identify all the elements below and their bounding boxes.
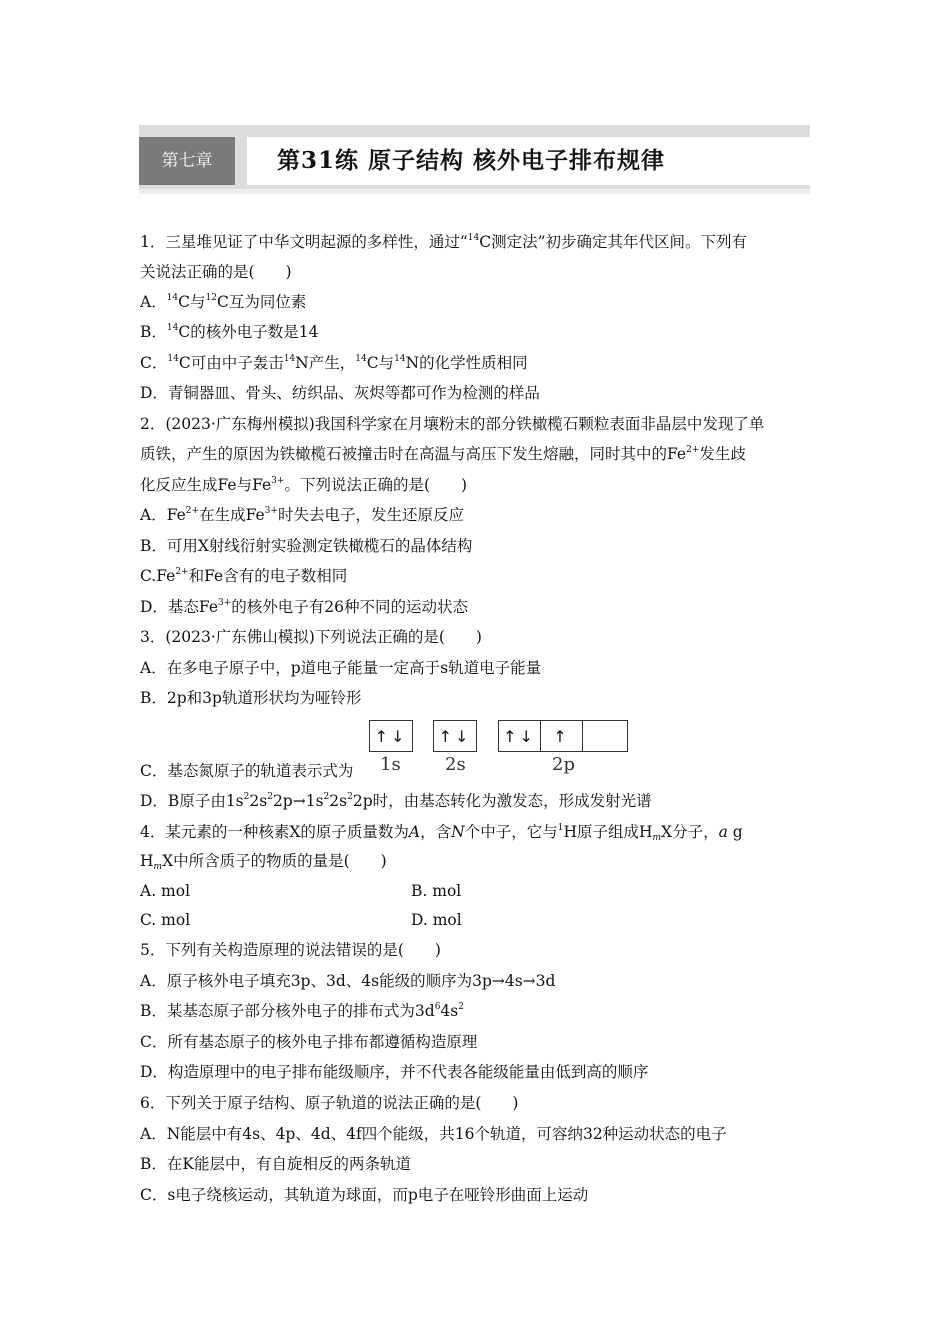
orbital-cell: ↑↓	[374, 726, 408, 746]
q3-option-d: D．B原子由$1s^22s^22p\to 1s^22s^22p$时，由基态转化为激发态，形成发射光谱	[140, 792, 652, 810]
q3-option-b: B．2p和3p轨道形状均为哑铃形	[140, 689, 362, 707]
q6-option-a: A．N能层中有4s、4p、4d、4f四个能级，共16个轨道，可容纳32种运动状态的电子	[140, 1125, 727, 1143]
q5-option-a: A．原子核外电子填充3p、3d、4s能级的顺序为3p→4s→3d	[140, 972, 556, 990]
chapter-label: 第七章	[139, 137, 235, 185]
q5-option-b: B．某基态原子部分核外电子的排布式为$3d^64s^2$	[140, 1002, 464, 1020]
q1-option-d: D．青铜器皿、骨头、纺织品、灰烬等都可作为检测的样品	[140, 384, 540, 402]
q4-option-a: A. mol	[140, 882, 191, 900]
q4-stem-line1: 4．某元素的一种核素X的原子质量数为A，含N个中子，它与$^1$H原子组成$H_mX$分子，a g	[140, 823, 743, 843]
q1-option-c: C．$^{14}$C可由中子轰击$^{14}$N产生，$^{14}$C与$^{14}$N的化学性质相同	[140, 354, 528, 372]
orbital-cell: ↑↓	[438, 726, 472, 746]
q1-stem-line2: 关说法正确的是( )	[140, 263, 292, 281]
q3-stem: 3．(2023·广东佛山模拟)下列说法正确的是( )	[140, 628, 482, 646]
q6-option-b: B．在K能层中，有自旋相反的两条轨道	[140, 1155, 411, 1173]
q4-option-d: D. mol	[411, 911, 462, 929]
orbital-box-2s	[433, 720, 477, 752]
q2-stem-line2: 质铁，产生的原因为铁橄榄石被撞击时在高温与高压下发生熔融，同时其中的$Fe^{2+}$发生歧	[140, 445, 746, 463]
q1-stem-line1: 1．三星堆见证了中华文明起源的多样性，通过“$^{14}$C测定法”初步确定其年代区间。下列有	[140, 233, 748, 251]
q1-option-a: A．$^{14}$C与$^{12}$C互为同位素	[140, 293, 307, 311]
page-title: 第31练 原子结构 核外电子排布规律	[277, 147, 666, 174]
q3-option-c: C．基态氮原子的轨道表示式为	[140, 762, 354, 780]
q6-stem: 6．下列关于原子结构、原子轨道的说法正确的是( )	[140, 1094, 519, 1112]
orbital-cell: ↑↓	[499, 721, 541, 751]
q1-option-b: B．$^{14}$C的核外电子数是14	[140, 323, 319, 341]
q6-option-c: C．s电子绕核运动，其轨道为球面，而p电子在哑铃形曲面上运动	[140, 1186, 589, 1204]
q4-stem-line2: $H_mX$中所含质子的物质的量是( )	[140, 852, 387, 872]
orbital-label-2s: 2s	[445, 754, 466, 775]
q5-stem: 5．下列有关构造原理的说法错误的是( )	[140, 941, 441, 959]
q5-option-d: D．构造原理中的电子排布能级顺序，并不代表各能级能量由低到高的顺序	[140, 1063, 649, 1081]
q3-option-a: A．在多电子原子中，p道电子能量一定高于s轨道电子能量	[140, 659, 542, 677]
q4-option-b: B. mol	[411, 882, 462, 900]
orbital-box-2p	[498, 720, 628, 752]
q2-option-c: $C.Fe^{2+}$和Fe含有的电子数相同	[140, 567, 348, 585]
orbital-label-2p: 2p	[552, 754, 575, 775]
q2-stem-line3: 化反应生成Fe与$Fe^{3+}$。下列说法正确的是( )	[140, 476, 468, 494]
header-underline	[139, 189, 810, 194]
orbital-box-1s	[369, 720, 413, 752]
orbital-cell: ↑	[541, 721, 583, 751]
orbital-label-1s: 1s	[380, 754, 401, 775]
q2-stem-line1: 2．(2023·广东梅州模拟)我国科学家在月壤粉末的部分铁橄榄石颗粒表面非晶层中发现了单	[140, 415, 765, 433]
chapter-header	[139, 125, 810, 220]
q2-option-b: B．可用X射线衍射实验测定铁橄榄石的晶体结构	[140, 537, 473, 555]
q2-option-d: D．基态$Fe^{3+}$的核外电子有26种不同的运动状态	[140, 598, 469, 616]
q4-option-c: C. mol	[140, 911, 191, 929]
q5-option-c: C．所有基态原子的核外电子排布都遵循构造原理	[140, 1033, 478, 1051]
orbital-cell	[583, 721, 625, 751]
q2-option-a: A．$Fe^{2+}$在生成$Fe^{3+}$时失去电子，发生还原反应	[140, 506, 464, 524]
